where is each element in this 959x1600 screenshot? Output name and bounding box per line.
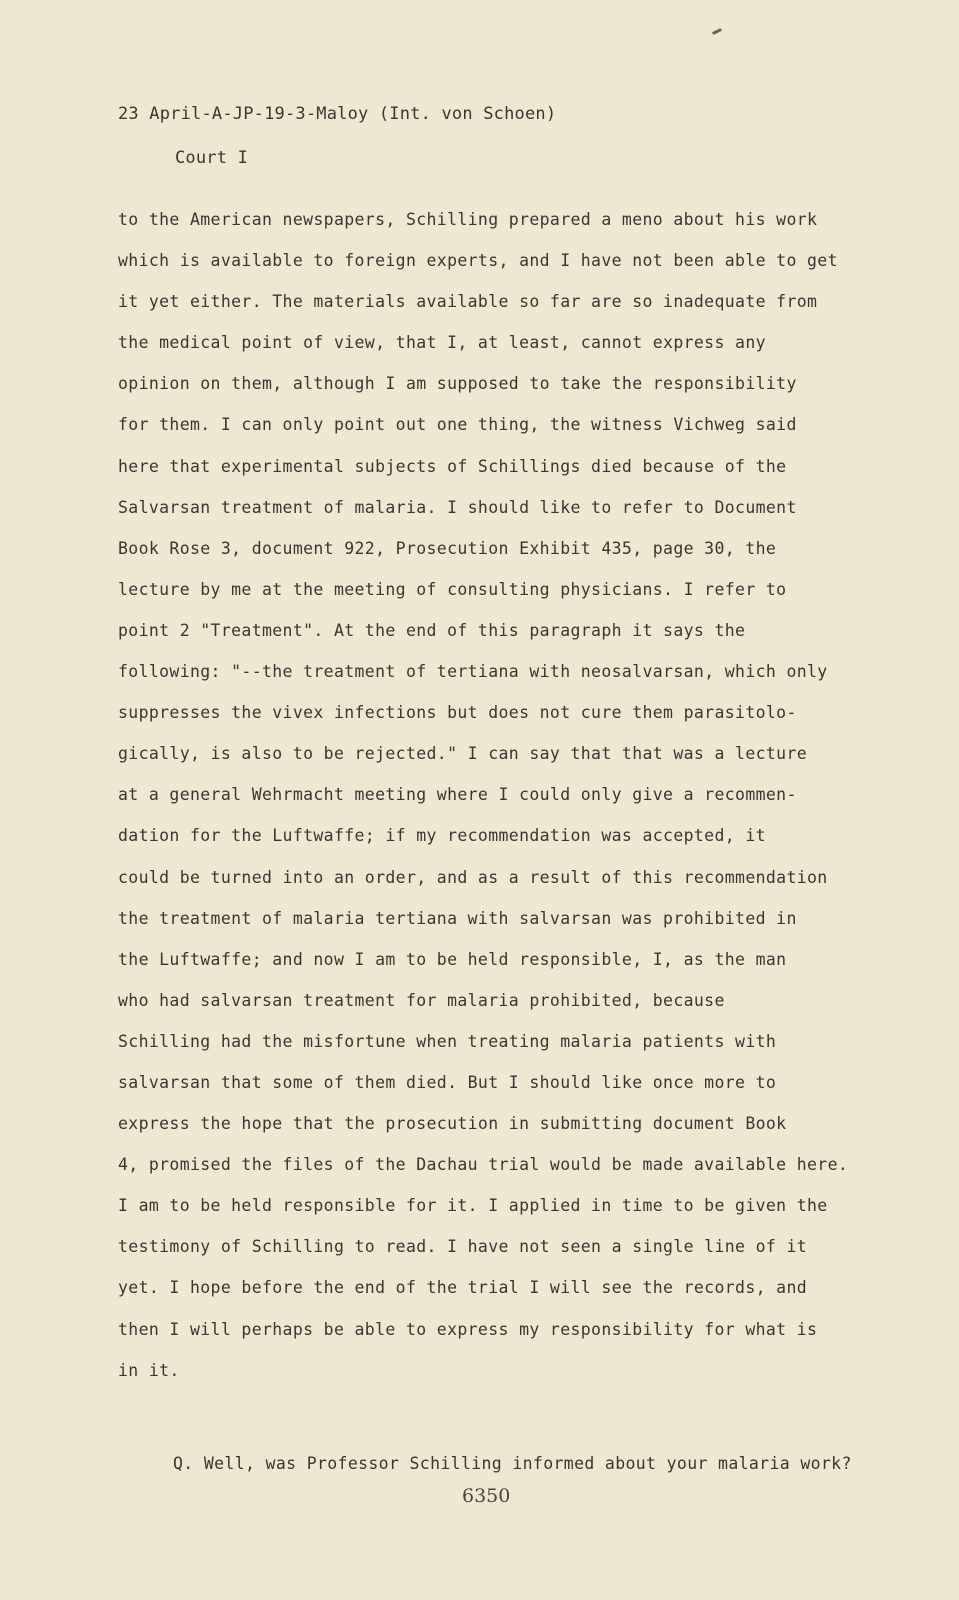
ink-mark bbox=[712, 28, 722, 35]
transcript-line: opinion on them, although I am supposed to take the responsibility bbox=[118, 374, 797, 394]
transcript-line: the treatment of malaria tertiana with salvarsan was prohibited in bbox=[118, 908, 797, 928]
transcript-line: in it. bbox=[118, 1360, 180, 1380]
transcript-line: I am to be held responsible for it. I applied in time to be given the bbox=[118, 1196, 828, 1216]
transcript-line: Book Rose 3, document 922, Prosecution Exhibit 435, page 30, the bbox=[118, 538, 777, 558]
transcript-line: Schilling had the misfortune when treating malaria patients with bbox=[118, 1031, 777, 1051]
transcript-line: which is available to foreign experts, and I have not been able to get bbox=[118, 251, 838, 271]
transcript-line: express the hope that the prosecution in submitting document Book bbox=[118, 1114, 787, 1134]
transcript-line: at a general Wehrmacht meeting where I could only give a recommen- bbox=[118, 785, 797, 805]
transcript-line: it yet either. The materials available so far are so inadequate from bbox=[118, 292, 818, 312]
transcript-line: could be turned into an order, and as a result of this recommendation bbox=[118, 867, 828, 887]
transcript-line: gically, is also to be rejected." I can say that that was a lecture bbox=[118, 744, 808, 764]
transcript-line: 4, promised the files of the Dachau trial would be made available here. bbox=[118, 1155, 849, 1175]
transcript-line: who had salvarsan treatment for malaria prohibited, because bbox=[118, 990, 725, 1010]
transcript-line: the medical point of view, that I, at least, cannot express any bbox=[118, 333, 766, 353]
transcript-line: for them. I can only point out one thing, the witness Vichweg said bbox=[118, 415, 797, 435]
transcript-line: then I will perhaps be able to express my responsibility for what is bbox=[118, 1319, 818, 1339]
transcript-line: salvarsan that some of them died. But I should like once more to bbox=[118, 1072, 777, 1092]
transcript-line: suppresses the vivex infections but does not cure them parasitolo- bbox=[118, 703, 797, 723]
transcript-line: Salvarsan treatment of malaria. I should like to refer to Document bbox=[118, 497, 797, 517]
document-reference: 23 April-A-JP-19-3-Maloy (Int. von Schoen) bbox=[118, 104, 557, 124]
question-line: Q. Well, was Professor Schilling informed about your malaria work? bbox=[173, 1454, 852, 1473]
transcript-line: here that experimental subjects of Schillings died because of the bbox=[118, 456, 787, 476]
transcript-body bbox=[118, 210, 849, 1402]
transcript-line: the Luftwaffe; and now I am to be held responsible, I, as the man bbox=[118, 949, 787, 969]
transcript-line: following: "--the treatment of tertiana with neosalvarsan, which only bbox=[118, 662, 828, 682]
transcript-line: yet. I hope before the end of the trial I will see the records, and bbox=[118, 1278, 808, 1298]
transcript-line: point 2 "Treatment". At the end of this paragraph it says the bbox=[118, 620, 746, 640]
transcript-line: to the American newspapers, Schilling prepared a meno about his work bbox=[118, 210, 818, 229]
transcript-line: dation for the Luftwaffe; if my recommendation was accepted, it bbox=[118, 826, 766, 846]
transcript-line: lecture by me at the meeting of consulting physicians. I refer to bbox=[118, 579, 787, 599]
page-number: 6350 bbox=[462, 1485, 511, 1507]
transcript-line: testimony of Schilling to read. I have not seen a single line of it bbox=[118, 1237, 808, 1257]
court-label: Court I bbox=[175, 148, 249, 168]
